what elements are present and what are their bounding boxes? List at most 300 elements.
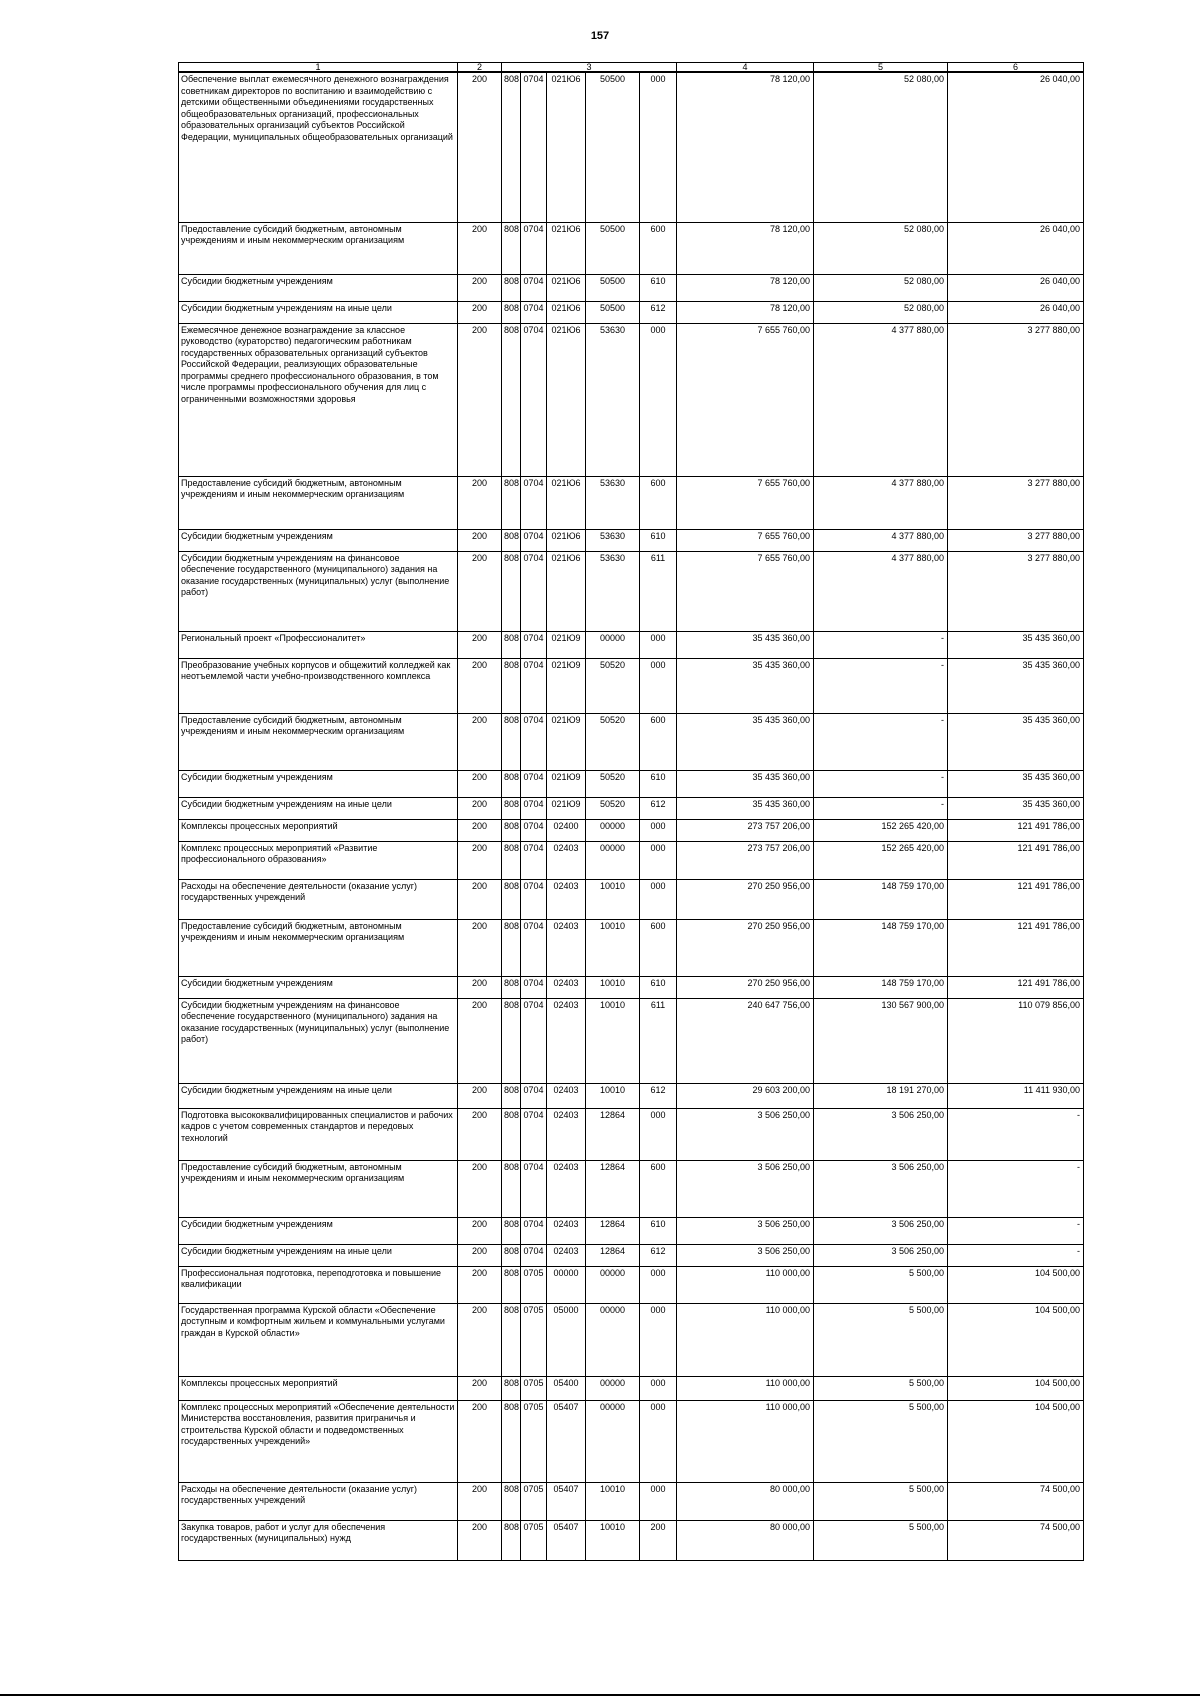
row-admin-code: 808 bbox=[502, 976, 521, 998]
row-section-code: 0704 bbox=[521, 1244, 547, 1266]
row-expense-type: 611 bbox=[640, 998, 677, 1083]
row-section-code: 0704 bbox=[521, 301, 547, 323]
bottom-rule bbox=[0, 1694, 1200, 1696]
page-number: 157 bbox=[590, 30, 610, 42]
row-direction-code: 10010 bbox=[586, 1083, 640, 1108]
table-row bbox=[179, 1266, 1084, 1303]
row-code: 200 bbox=[458, 551, 502, 631]
row-expense-type: 000 bbox=[640, 879, 677, 919]
row-expense-type: 610 bbox=[640, 770, 677, 797]
row-amount-col4: 270 250 956,00 bbox=[677, 919, 814, 976]
table-row bbox=[179, 323, 1084, 476]
row-expense-type: 000 bbox=[640, 631, 677, 658]
table-row bbox=[179, 1083, 1084, 1108]
row-code: 200 bbox=[458, 797, 502, 819]
row-code: 200 bbox=[458, 1217, 502, 1244]
column-header-5: 5 bbox=[814, 63, 948, 73]
row-direction-code: 10010 bbox=[586, 1482, 640, 1520]
row-name: Субсидии бюджетным учреждениям на иные цели bbox=[179, 301, 458, 323]
row-admin-code: 808 bbox=[502, 274, 521, 301]
row-expense-type: 000 bbox=[640, 72, 677, 222]
row-amount-col6: 35 435 360,00 bbox=[948, 797, 1084, 819]
row-expense-type: 612 bbox=[640, 301, 677, 323]
row-amount-col4: 80 000,00 bbox=[677, 1520, 814, 1560]
row-amount-col6: 104 500,00 bbox=[948, 1303, 1084, 1376]
row-code: 200 bbox=[458, 222, 502, 274]
row-amount-col4: 35 435 360,00 bbox=[677, 631, 814, 658]
row-code: 200 bbox=[458, 72, 502, 222]
row-amount-col5: - bbox=[814, 797, 948, 819]
row-section-code: 0704 bbox=[521, 919, 547, 976]
table-row bbox=[179, 919, 1084, 976]
row-name: Расходы на обеспечение деятельности (оказание услуг) государственных учреждений bbox=[179, 1482, 458, 1520]
row-expense-type: 600 bbox=[640, 222, 677, 274]
row-amount-col6: 121 491 786,00 bbox=[948, 879, 1084, 919]
column-header-3: 3 bbox=[502, 63, 677, 73]
row-program-code: 02403 bbox=[547, 879, 586, 919]
table-row bbox=[179, 841, 1084, 879]
row-amount-col5: 4 377 880,00 bbox=[814, 529, 948, 551]
row-direction-code: 50520 bbox=[586, 770, 640, 797]
row-code: 200 bbox=[458, 301, 502, 323]
table-row bbox=[179, 1400, 1084, 1482]
row-amount-col6: 35 435 360,00 bbox=[948, 658, 1084, 713]
row-admin-code: 808 bbox=[502, 1376, 521, 1400]
row-amount-col5: 5 500,00 bbox=[814, 1376, 948, 1400]
table-row bbox=[179, 797, 1084, 819]
table-row bbox=[179, 274, 1084, 301]
row-code: 200 bbox=[458, 1376, 502, 1400]
row-admin-code: 808 bbox=[502, 1303, 521, 1376]
row-name: Субсидии бюджетным учреждениям bbox=[179, 976, 458, 998]
row-name: Субсидии бюджетным учреждениям bbox=[179, 1217, 458, 1244]
row-direction-code: 00000 bbox=[586, 1266, 640, 1303]
row-amount-col5: 4 377 880,00 bbox=[814, 551, 948, 631]
row-amount-col4: 240 647 756,00 bbox=[677, 998, 814, 1083]
row-code: 200 bbox=[458, 1482, 502, 1520]
row-amount-col5: 5 500,00 bbox=[814, 1482, 948, 1520]
row-amount-col4: 29 603 200,00 bbox=[677, 1083, 814, 1108]
row-amount-col5: 3 506 250,00 bbox=[814, 1160, 948, 1217]
row-amount-col4: 3 506 250,00 bbox=[677, 1244, 814, 1266]
row-direction-code: 00000 bbox=[586, 1303, 640, 1376]
row-code: 200 bbox=[458, 998, 502, 1083]
row-direction-code: 53630 bbox=[586, 323, 640, 476]
row-direction-code: 53630 bbox=[586, 551, 640, 631]
row-program-code: 021Ю6 bbox=[547, 274, 586, 301]
row-name: Субсидии бюджетным учреждениям на иные цели bbox=[179, 797, 458, 819]
row-expense-type: 610 bbox=[640, 529, 677, 551]
row-section-code: 0704 bbox=[521, 274, 547, 301]
row-code: 200 bbox=[458, 1160, 502, 1217]
row-name: Закупка товаров, работ и услуг для обеспечения государственных (муниципальных) нужд bbox=[179, 1520, 458, 1560]
row-amount-col5: 5 500,00 bbox=[814, 1400, 948, 1482]
row-admin-code: 808 bbox=[502, 1520, 521, 1560]
row-code: 200 bbox=[458, 1083, 502, 1108]
row-section-code: 0704 bbox=[521, 323, 547, 476]
row-amount-col5: 3 506 250,00 bbox=[814, 1217, 948, 1244]
row-expense-type: 600 bbox=[640, 1160, 677, 1217]
table-row bbox=[179, 529, 1084, 551]
row-amount-col6: 26 040,00 bbox=[948, 301, 1084, 323]
row-amount-col6: 121 491 786,00 bbox=[948, 976, 1084, 998]
row-program-code: 021Ю6 bbox=[547, 529, 586, 551]
row-code: 200 bbox=[458, 274, 502, 301]
row-program-code: 021Ю9 bbox=[547, 631, 586, 658]
row-name: Подготовка высококвалифицированных специалистов и рабочих кадров с учетом современных стандартов и передовых технологий bbox=[179, 1108, 458, 1160]
row-amount-col4: 3 506 250,00 bbox=[677, 1160, 814, 1217]
row-name: Преобразование учебных корпусов и общежитий колледжей как неотъемлемой части учебно-производственного комплекса bbox=[179, 658, 458, 713]
row-amount-col4: 78 120,00 bbox=[677, 222, 814, 274]
row-direction-code: 10010 bbox=[586, 879, 640, 919]
row-amount-col5: 3 506 250,00 bbox=[814, 1108, 948, 1160]
row-section-code: 0705 bbox=[521, 1376, 547, 1400]
row-section-code: 0704 bbox=[521, 841, 547, 879]
row-section-code: 0704 bbox=[521, 476, 547, 529]
row-program-code: 05400 bbox=[547, 1376, 586, 1400]
row-program-code: 02403 bbox=[547, 1108, 586, 1160]
table-row bbox=[179, 1520, 1084, 1560]
row-amount-col4: 110 000,00 bbox=[677, 1266, 814, 1303]
row-amount-col6: 3 277 880,00 bbox=[948, 551, 1084, 631]
row-name: Комплексы процессных мероприятий bbox=[179, 819, 458, 841]
row-amount-col4: 110 000,00 bbox=[677, 1400, 814, 1482]
table-row bbox=[179, 713, 1084, 770]
row-admin-code: 808 bbox=[502, 1217, 521, 1244]
row-amount-col4: 80 000,00 bbox=[677, 1482, 814, 1520]
row-expense-type: 611 bbox=[640, 551, 677, 631]
row-name: Субсидии бюджетным учреждениям на иные цели bbox=[179, 1083, 458, 1108]
row-amount-col4: 78 120,00 bbox=[677, 274, 814, 301]
row-name: Расходы на обеспечение деятельности (оказание услуг) государственных учреждений bbox=[179, 879, 458, 919]
row-direction-code: 53630 bbox=[586, 476, 640, 529]
row-direction-code: 00000 bbox=[586, 819, 640, 841]
row-code: 200 bbox=[458, 770, 502, 797]
row-expense-type: 600 bbox=[640, 476, 677, 529]
table-row bbox=[179, 631, 1084, 658]
row-amount-col6: 121 491 786,00 bbox=[948, 819, 1084, 841]
row-expense-type: 000 bbox=[640, 323, 677, 476]
row-section-code: 0704 bbox=[521, 529, 547, 551]
row-amount-col6: 35 435 360,00 bbox=[948, 713, 1084, 770]
row-amount-col6: 26 040,00 bbox=[948, 222, 1084, 274]
row-code: 200 bbox=[458, 658, 502, 713]
row-amount-col4: 7 655 760,00 bbox=[677, 476, 814, 529]
row-name: Государственная программа Курской области «Обеспечение доступным и комфортным жильем и коммунальными услугами граждан в Курской области» bbox=[179, 1303, 458, 1376]
row-expense-type: 612 bbox=[640, 1083, 677, 1108]
budget-table bbox=[178, 62, 1084, 1561]
row-name: Комплексы процессных мероприятий bbox=[179, 1376, 458, 1400]
row-program-code: 05407 bbox=[547, 1482, 586, 1520]
row-admin-code: 808 bbox=[502, 770, 521, 797]
row-amount-col5: - bbox=[814, 713, 948, 770]
row-section-code: 0704 bbox=[521, 551, 547, 631]
row-code: 200 bbox=[458, 919, 502, 976]
table-row bbox=[179, 72, 1084, 222]
row-amount-col6: 3 277 880,00 bbox=[948, 323, 1084, 476]
row-code: 200 bbox=[458, 323, 502, 476]
row-admin-code: 808 bbox=[502, 72, 521, 222]
row-program-code: 05000 bbox=[547, 1303, 586, 1376]
table-row bbox=[179, 222, 1084, 274]
row-admin-code: 808 bbox=[502, 631, 521, 658]
row-amount-col6: 26 040,00 bbox=[948, 274, 1084, 301]
row-program-code: 05407 bbox=[547, 1400, 586, 1482]
row-direction-code: 10010 bbox=[586, 1520, 640, 1560]
row-admin-code: 808 bbox=[502, 919, 521, 976]
row-amount-col5: 148 759 170,00 bbox=[814, 919, 948, 976]
row-admin-code: 808 bbox=[502, 222, 521, 274]
row-code: 200 bbox=[458, 879, 502, 919]
row-expense-type: 612 bbox=[640, 797, 677, 819]
row-section-code: 0704 bbox=[521, 976, 547, 998]
row-name: Комплекс процессных мероприятий «Развитие профессионального образования» bbox=[179, 841, 458, 879]
row-section-code: 0704 bbox=[521, 797, 547, 819]
row-amount-col5: 3 506 250,00 bbox=[814, 1244, 948, 1266]
row-amount-col6: 104 500,00 bbox=[948, 1266, 1084, 1303]
row-name: Предоставление субсидий бюджетным, автономным учреждениям и иным некоммерческим организациям bbox=[179, 919, 458, 976]
row-amount-col4: 273 757 206,00 bbox=[677, 819, 814, 841]
table-row bbox=[179, 476, 1084, 529]
row-amount-col4: 270 250 956,00 bbox=[677, 879, 814, 919]
row-amount-col5: 148 759 170,00 bbox=[814, 976, 948, 998]
row-admin-code: 808 bbox=[502, 323, 521, 476]
row-section-code: 0704 bbox=[521, 222, 547, 274]
row-direction-code: 53630 bbox=[586, 529, 640, 551]
row-amount-col6: 121 491 786,00 bbox=[948, 841, 1084, 879]
column-header-4: 4 bbox=[677, 63, 814, 73]
row-direction-code: 10010 bbox=[586, 976, 640, 998]
row-admin-code: 808 bbox=[502, 301, 521, 323]
row-direction-code: 10010 bbox=[586, 998, 640, 1083]
row-section-code: 0705 bbox=[521, 1303, 547, 1376]
row-direction-code: 12864 bbox=[586, 1217, 640, 1244]
row-direction-code: 12864 bbox=[586, 1108, 640, 1160]
row-program-code: 021Ю6 bbox=[547, 301, 586, 323]
row-amount-col5: - bbox=[814, 770, 948, 797]
row-direction-code: 50500 bbox=[586, 72, 640, 222]
row-amount-col5: 4 377 880,00 bbox=[814, 476, 948, 529]
row-amount-col4: 78 120,00 bbox=[677, 301, 814, 323]
row-section-code: 0705 bbox=[521, 1520, 547, 1560]
row-program-code: 021Ю6 bbox=[547, 476, 586, 529]
row-amount-col5: 152 265 420,00 bbox=[814, 841, 948, 879]
row-name: Субсидии бюджетным учреждениям на финансовое обеспечение государственного (муниципального) задания на оказание государственных (муниципальных) услуг (выполнение работ) bbox=[179, 551, 458, 631]
row-expense-type: 000 bbox=[640, 841, 677, 879]
table-row bbox=[179, 879, 1084, 919]
table-row bbox=[179, 1244, 1084, 1266]
row-amount-col6: 104 500,00 bbox=[948, 1400, 1084, 1482]
table-row bbox=[179, 770, 1084, 797]
row-amount-col6: 74 500,00 bbox=[948, 1520, 1084, 1560]
table-row bbox=[179, 551, 1084, 631]
row-section-code: 0704 bbox=[521, 1108, 547, 1160]
row-program-code: 021Ю6 bbox=[547, 72, 586, 222]
row-direction-code: 00000 bbox=[586, 1376, 640, 1400]
row-direction-code: 50500 bbox=[586, 274, 640, 301]
row-code: 200 bbox=[458, 713, 502, 770]
row-direction-code: 50500 bbox=[586, 301, 640, 323]
row-admin-code: 808 bbox=[502, 1482, 521, 1520]
row-amount-col5: - bbox=[814, 658, 948, 713]
row-name: Субсидии бюджетным учреждениям на иные цели bbox=[179, 1244, 458, 1266]
row-name: Ежемесячное денежное вознаграждение за классное руководство (кураторство) педагогическим работникам государственных образовательных организаций субъектов Российской Федерации, реализующих образовательные программы среднего профессионального образования, в том числе программы профессионального обучения для лиц с ограниченными возможностями здоровья bbox=[179, 323, 458, 476]
row-code: 200 bbox=[458, 1520, 502, 1560]
row-amount-col4: 273 757 206,00 bbox=[677, 841, 814, 879]
row-admin-code: 808 bbox=[502, 529, 521, 551]
row-program-code: 021Ю9 bbox=[547, 713, 586, 770]
table-row bbox=[179, 1217, 1084, 1244]
table-row bbox=[179, 1482, 1084, 1520]
row-amount-col5: 5 500,00 bbox=[814, 1520, 948, 1560]
row-name: Региональный проект «Профессионалитет» bbox=[179, 631, 458, 658]
row-name: Субсидии бюджетным учреждениям bbox=[179, 770, 458, 797]
row-amount-col5: 5 500,00 bbox=[814, 1303, 948, 1376]
row-code: 200 bbox=[458, 1244, 502, 1266]
row-program-code: 021Ю6 bbox=[547, 323, 586, 476]
row-amount-col4: 35 435 360,00 bbox=[677, 658, 814, 713]
row-section-code: 0704 bbox=[521, 879, 547, 919]
row-amount-col5: 52 080,00 bbox=[814, 222, 948, 274]
row-section-code: 0705 bbox=[521, 1482, 547, 1520]
row-expense-type: 610 bbox=[640, 976, 677, 998]
row-code: 200 bbox=[458, 1108, 502, 1160]
row-expense-type: 600 bbox=[640, 919, 677, 976]
row-expense-type: 000 bbox=[640, 1482, 677, 1520]
row-expense-type: 000 bbox=[640, 819, 677, 841]
row-section-code: 0705 bbox=[521, 1400, 547, 1482]
row-program-code: 02403 bbox=[547, 998, 586, 1083]
row-section-code: 0704 bbox=[521, 998, 547, 1083]
row-amount-col4: 78 120,00 bbox=[677, 72, 814, 222]
row-program-code: 00000 bbox=[547, 1266, 586, 1303]
row-expense-type: 610 bbox=[640, 274, 677, 301]
row-section-code: 0704 bbox=[521, 72, 547, 222]
row-amount-col5: 148 759 170,00 bbox=[814, 879, 948, 919]
row-admin-code: 808 bbox=[502, 819, 521, 841]
row-admin-code: 808 bbox=[502, 1083, 521, 1108]
table-row bbox=[179, 819, 1084, 841]
row-direction-code: 50500 bbox=[586, 222, 640, 274]
row-amount-col6: - bbox=[948, 1160, 1084, 1217]
row-amount-col5: 18 191 270,00 bbox=[814, 1083, 948, 1108]
row-section-code: 0704 bbox=[521, 1160, 547, 1217]
row-direction-code: 12864 bbox=[586, 1244, 640, 1266]
row-program-code: 05407 bbox=[547, 1520, 586, 1560]
row-program-code: 02403 bbox=[547, 1244, 586, 1266]
table-row bbox=[179, 976, 1084, 998]
row-section-code: 0704 bbox=[521, 770, 547, 797]
row-code: 200 bbox=[458, 1303, 502, 1376]
row-program-code: 021Ю9 bbox=[547, 797, 586, 819]
row-amount-col5: - bbox=[814, 631, 948, 658]
row-admin-code: 808 bbox=[502, 713, 521, 770]
row-admin-code: 808 bbox=[502, 1244, 521, 1266]
row-name: Профессиональная подготовка, переподготовка и повышение квалификации bbox=[179, 1266, 458, 1303]
row-amount-col6: 35 435 360,00 bbox=[948, 770, 1084, 797]
row-name: Комплекс процессных мероприятий «Обеспечение деятельности Министерства восстановления, развития приграничья и строительства Курской области и подведомственных государственных учреждений» bbox=[179, 1400, 458, 1482]
row-name: Обеспечение выплат ежемесячного денежного вознаграждения советникам директоров по воспитанию и взаимодействию с детскими общественными объединениями государственных общеобразовательных организаций, профессиональных образовательных организаций субъектов Российской Федерации, муниципальных общеобразовательных организаций bbox=[179, 72, 458, 222]
row-amount-col5: 130 567 900,00 bbox=[814, 998, 948, 1083]
row-amount-col4: 35 435 360,00 bbox=[677, 770, 814, 797]
row-direction-code: 50520 bbox=[586, 713, 640, 770]
row-admin-code: 808 bbox=[502, 797, 521, 819]
row-amount-col5: 52 080,00 bbox=[814, 72, 948, 222]
row-expense-type: 000 bbox=[640, 658, 677, 713]
row-code: 200 bbox=[458, 976, 502, 998]
row-code: 200 bbox=[458, 819, 502, 841]
row-code: 200 bbox=[458, 1400, 502, 1482]
row-amount-col4: 35 435 360,00 bbox=[677, 797, 814, 819]
row-amount-col4: 270 250 956,00 bbox=[677, 976, 814, 998]
row-amount-col6: 104 500,00 bbox=[948, 1376, 1084, 1400]
table-row bbox=[179, 998, 1084, 1083]
column-header-2: 2 bbox=[458, 63, 502, 73]
row-amount-col4: 3 506 250,00 bbox=[677, 1217, 814, 1244]
row-direction-code: 50520 bbox=[586, 658, 640, 713]
row-direction-code: 10010 bbox=[586, 919, 640, 976]
row-amount-col6: 74 500,00 bbox=[948, 1482, 1084, 1520]
row-expense-type: 000 bbox=[640, 1266, 677, 1303]
row-amount-col4: 110 000,00 bbox=[677, 1303, 814, 1376]
row-admin-code: 808 bbox=[502, 1108, 521, 1160]
table-row bbox=[179, 1303, 1084, 1376]
row-code: 200 bbox=[458, 529, 502, 551]
row-section-code: 0704 bbox=[521, 658, 547, 713]
row-amount-col6: 3 277 880,00 bbox=[948, 476, 1084, 529]
row-name: Субсидии бюджетным учреждениям bbox=[179, 529, 458, 551]
row-section-code: 0704 bbox=[521, 819, 547, 841]
row-name: Предоставление субсидий бюджетным, автономным учреждениям и иным некоммерческим организациям bbox=[179, 476, 458, 529]
table-row bbox=[179, 301, 1084, 323]
row-expense-type: 000 bbox=[640, 1376, 677, 1400]
row-name: Субсидии бюджетным учреждениям bbox=[179, 274, 458, 301]
column-header-1: 1 bbox=[179, 63, 458, 73]
row-direction-code: 12864 bbox=[586, 1160, 640, 1217]
row-amount-col4: 35 435 360,00 bbox=[677, 713, 814, 770]
row-amount-col6: 3 277 880,00 bbox=[948, 529, 1084, 551]
row-program-code: 02400 bbox=[547, 819, 586, 841]
row-expense-type: 600 bbox=[640, 713, 677, 770]
row-admin-code: 808 bbox=[502, 841, 521, 879]
row-code: 200 bbox=[458, 841, 502, 879]
row-amount-col6: 121 491 786,00 bbox=[948, 919, 1084, 976]
row-program-code: 021Ю9 bbox=[547, 770, 586, 797]
row-amount-col5: 4 377 880,00 bbox=[814, 323, 948, 476]
row-amount-col4: 7 655 760,00 bbox=[677, 529, 814, 551]
row-program-code: 02403 bbox=[547, 1217, 586, 1244]
row-amount-col6: 35 435 360,00 bbox=[948, 631, 1084, 658]
row-amount-col5: 52 080,00 bbox=[814, 301, 948, 323]
table-row bbox=[179, 658, 1084, 713]
row-program-code: 02403 bbox=[547, 919, 586, 976]
table-row bbox=[179, 1376, 1084, 1400]
row-code: 200 bbox=[458, 631, 502, 658]
row-code: 200 bbox=[458, 476, 502, 529]
row-section-code: 0704 bbox=[521, 713, 547, 770]
table-row bbox=[179, 1108, 1084, 1160]
row-admin-code: 808 bbox=[502, 998, 521, 1083]
row-program-code: 02403 bbox=[547, 1083, 586, 1108]
row-program-code: 02403 bbox=[547, 976, 586, 998]
row-amount-col6: - bbox=[948, 1108, 1084, 1160]
row-expense-type: 000 bbox=[640, 1303, 677, 1376]
row-amount-col4: 3 506 250,00 bbox=[677, 1108, 814, 1160]
row-code: 200 bbox=[458, 1266, 502, 1303]
row-direction-code: 00000 bbox=[586, 841, 640, 879]
row-program-code: 021Ю6 bbox=[547, 551, 586, 631]
row-amount-col5: 52 080,00 bbox=[814, 274, 948, 301]
